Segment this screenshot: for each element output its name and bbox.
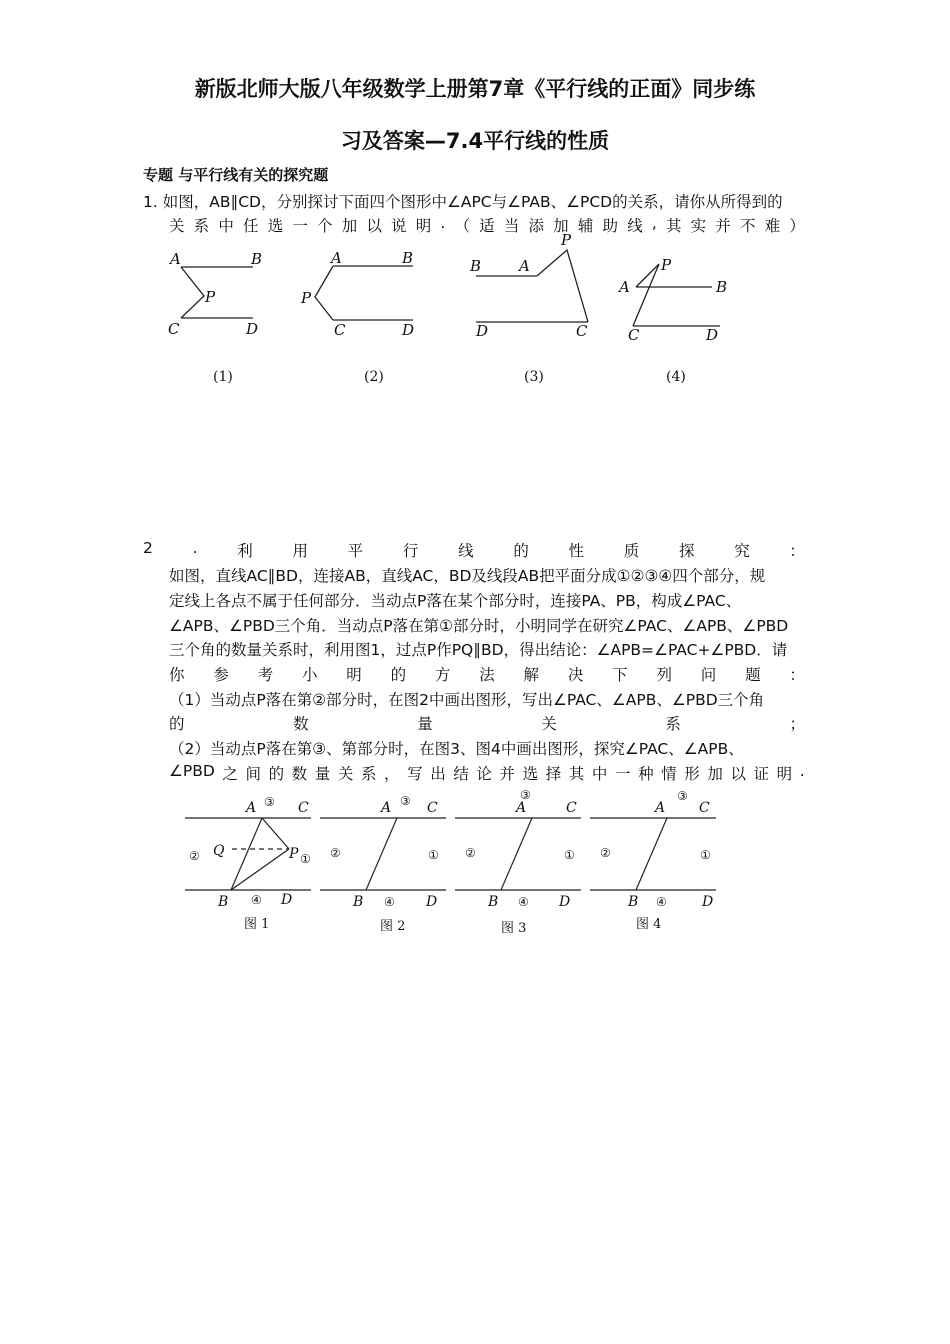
svg-text:B: B [402,249,414,267]
svg-text:A: A [246,800,257,816]
section-heading: 专题 与平行线有关的探究题 [143,166,329,184]
svg-text:A: A [619,278,630,296]
q1-text-line-1: 1. 如图，AB∥CD，分别探讨下面四个图形中∠APC与∠PAB、∠PCD的关系，请你从所得到的 [143,193,783,211]
svg-text:②: ② [600,846,611,860]
svg-text:A: A [519,257,530,275]
svg-text:④: ④ [251,893,262,907]
q2-figure-2 [320,794,446,934]
svg-text:D: D [402,321,415,339]
q1-figure-1 [181,267,253,318]
svg-text:P: P [661,256,672,274]
svg-text:B: B [628,894,639,910]
document-title-line-1: 新版北师大版八年级数学上册第7章《平行线的正面》同步练 [194,77,756,101]
q2-figure-4 [590,789,716,932]
svg-text:B: B [251,250,263,268]
svg-text:④: ④ [518,895,529,909]
svg-text:P: P [301,289,312,307]
q2-text-line-3: 定线上各点不属于任何部分．当动点P落在某个部分时，连接PA、PB，构成∠PAC、 [169,592,742,610]
q2-text-line-8: 的 数 量 关 系 ； [169,715,805,733]
svg-text:B: B [488,894,499,910]
q1-figure-3 [476,250,588,322]
q2-text-line-7: （1）当动点P落在第②部分时，在图2中画出图形，写出∠PAC、∠APB、∠PBD三个角 [169,691,765,709]
svg-text:A: A [516,800,527,816]
svg-text:③: ③ [264,795,275,809]
svg-text:C: C [427,800,438,816]
q2-figures [0,780,950,1080]
q1-figures [0,0,950,400]
svg-text:A: A [170,250,181,268]
svg-text:P: P [289,846,299,862]
svg-text:P: P [205,288,216,306]
svg-text:B: B [716,278,728,296]
svg-text:D: D [426,894,438,910]
svg-text:②: ② [465,846,476,860]
q2-figure-3 [455,788,581,936]
q2-text-line-4: ∠APB、∠PBD三个角．当动点P落在第①部分时，小明同学在研究∠PAC、∠APB、∠PBD [169,617,789,635]
svg-text:D: D [702,894,714,910]
q2-text-line-1: 2 . 利 用 平 行 线 的 性 质 探 究 ： [143,539,805,560]
svg-text:C: C [576,322,588,340]
q2-text-line-6: 你 参 考 小 明 的 方 法 解 决 下 列 问 题 ： [169,666,805,684]
q2-text-line-5: 三个角的数量关系时，利用图1，过点P作PQ∥BD，得出结论：∠APB=∠PAC+∠PBD．请 [169,641,788,659]
svg-text:B: B [218,894,229,910]
q2-text-line-10: ∠PBD 之 间 的 数 量 关 系 ， 写 出 结 论 并 选 择 其 中 一 种 情 形 加 以 证 明 . [169,762,805,783]
svg-text:D: D [706,326,719,344]
q1-figure-label-1: (1) [213,369,233,385]
svg-text:C: C [699,800,710,816]
svg-text:①: ① [564,848,575,862]
svg-text:③: ③ [400,794,411,808]
q1-figure-label-4: (4) [666,369,686,385]
q1-text-line-2: 关 系 中 任 选 一 个 加 以 说 明 . （ 适 当 添 加 辅 助 线 , 其 实 并 不 难 ） [169,214,805,235]
svg-text:A: A [381,800,392,816]
svg-text:③: ③ [520,788,531,802]
q1-figure-4 [633,264,720,326]
svg-text:D: D [559,894,571,910]
svg-text:①: ① [700,848,711,862]
q2-text-line-2: 如图，直线AC∥BD，连接AB，直线AC，BD及线段AB把平面分成①②③④四个部分，规 [169,567,766,585]
svg-text:④: ④ [656,895,667,909]
svg-text:①: ① [428,848,439,862]
q2-figure-caption-4: 图 4 [636,917,662,932]
q1-figure-label-2: (2) [364,369,384,385]
q1-figure-label-3: (3) [524,369,544,385]
q1-figure-2 [315,266,413,320]
document-title-line-2: 习及答案—7.4平行线的性质 [340,129,610,153]
svg-text:①: ① [300,852,311,866]
svg-text:B: B [353,894,364,910]
svg-text:C: C [168,320,180,338]
q2-figure-1 [185,795,311,932]
svg-text:A: A [331,249,342,267]
svg-text:②: ② [189,849,200,863]
svg-text:A: A [655,800,666,816]
q2-figure-caption-2: 图 2 [380,919,406,934]
svg-text:D: D [476,322,489,340]
svg-text:④: ④ [384,895,395,909]
svg-text:C: C [298,800,309,816]
svg-text:D: D [281,892,293,908]
q2-figure-caption-1: 图 1 [244,917,270,932]
svg-text:P: P [561,231,572,249]
svg-text:Q: Q [213,843,225,859]
svg-text:B: B [470,257,482,275]
svg-text:②: ② [330,846,341,860]
q2-figure-caption-3: 图 3 [501,921,527,936]
svg-text:D: D [246,320,259,338]
svg-text:C: C [566,800,577,816]
svg-text:③: ③ [677,789,688,803]
svg-text:C: C [628,326,640,344]
svg-text:C: C [334,321,346,339]
q2-text-line-9: （2）当动点P落在第③、第部分时，在图3、图4中画出图形，探究∠PAC、∠APB、 [169,740,744,758]
